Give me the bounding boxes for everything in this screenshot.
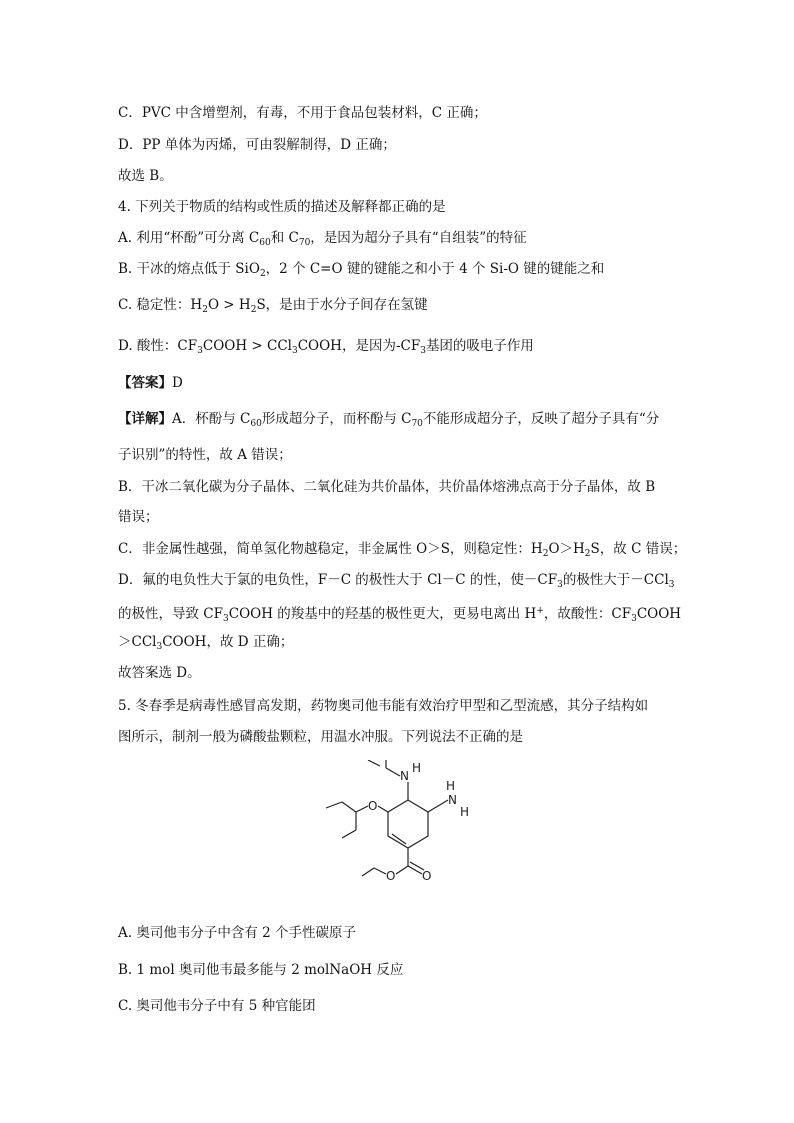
bond-et1-me <box>326 802 342 808</box>
question-4-option-a: A. 利用“杯酚”可分离 $C_{60}$和 $C_{70}$，是因为超分子具有“自组装”的特征 <box>118 230 527 248</box>
bond-c-o-single <box>396 866 408 874</box>
bond-o-ch2 <box>374 868 386 874</box>
answer-value: D <box>172 375 183 391</box>
detail-d-line-2: 的极性，导致 $CF_3COOH$ 的羧基中的羟基的极性更大，更易电离出 H+，故酸性：$CF_3COOH$ <box>118 606 682 624</box>
question-4-stem: 4. 下列关于物质的结构或性质的描述及解释都正确的是 <box>118 199 446 215</box>
atom-h-amine-bottom: H <box>460 805 470 819</box>
prev-option-d: D．PP 单体为丙烯，可由裂解制得，D 正确； <box>118 137 396 153</box>
prev-option-c: C．PVC 中含增塑剂，有毒，不用于食品包装材料，C 正确； <box>118 105 487 121</box>
oseltamivir-structure-diagram <box>300 760 500 910</box>
bond-et2-me <box>342 830 356 838</box>
prev-answer: 故选 B。 <box>118 168 173 184</box>
bond-c-o1 <box>378 806 388 812</box>
question-4-option-c: C. 稳定性：$H_2O > H_2S$，是由于水分子间存在氢键 <box>118 297 428 315</box>
detail-a-line-1: 【详解】A．杯酚与 $C_{60}$形成超分子，而杯酚与 $C_{70}$不能形成超分子，反映了超分子具有“分 <box>118 411 660 429</box>
atom-o-carbonyl: O <box>422 869 432 883</box>
detail-label: 【详解】 <box>118 411 172 427</box>
question-5-option-c: C. 奥司他韦分子中有 5 种官能团 <box>118 998 316 1014</box>
bond-carbonyl <box>368 760 380 766</box>
ring-bonds <box>388 800 428 848</box>
bond-n1-co <box>386 768 400 776</box>
question-5-option-b: B. 1 mol 奥司他韦最多能与 2 molNaOH 反应 <box>118 962 404 978</box>
bond-o1-ch <box>356 806 368 812</box>
answer-label: 【答案】 <box>118 375 172 391</box>
detail-c-line: C．非金属性越强，简单氢化物越稳定，非金属性 O＞S，则稳定性：$H_2O>H_2S$，故 C 错误； <box>118 541 687 559</box>
detail-d-line-3: ＞CCl$_3$COOH，故 D 正确； <box>118 634 294 652</box>
question-4-option-b: B. 干冰的熔点低于 SiO$_2$，2 个 C=O 键的键能之和小于 4 个 Si-O 键的键能之和 <box>118 261 605 279</box>
question-4-final-answer: 故答案选 D。 <box>118 665 201 681</box>
question-5-stem-line-1: 5. 冬春季是病毒性感冒高发期，药物奥司他韦能有效治疗甲型和乙型流感，其分子结构如 <box>118 698 649 714</box>
question-4-option-d: D. 酸性：$CF_3COOH$ > CCl$_3$COOH，是因为$-CF_3$基团的吸电子作用 <box>118 338 534 356</box>
bond-ch-et1 <box>342 802 356 812</box>
atom-o-ether: O <box>368 799 378 813</box>
bond-ch2-ch3 <box>362 868 374 876</box>
question-5-stem-line-2: 图所示，制剂一般为磷酸盐颗粒，用温水冲服。下列说法不正确的是 <box>118 729 523 745</box>
detail-a-line-2: 子识别”的特性，故 A 错误； <box>118 447 292 463</box>
atom-h-amine-top: H <box>446 779 456 793</box>
atom-h-amide: H <box>412 761 422 775</box>
atom-o-ester: O <box>386 869 396 883</box>
detail-b-line-1: B．干冰二氧化碳为分子晶体、二氧化硅为共价晶体，共价晶体熔沸点高于分子晶体，故 B <box>118 479 656 495</box>
detail-b-line-2: 错误； <box>118 509 159 525</box>
question-5-option-a: A. 奥司他韦分子中含有 2 个手性碳原子 <box>118 925 357 941</box>
atom-n-amide: N <box>400 769 409 783</box>
answer-line <box>118 374 183 392</box>
detail-d-line-1: D．氟的电负性大于氯的电负性，F－C 的极性大于 Cl－C 的性，使$-CF_3$的极性大于－CCl$_3$ <box>118 572 675 590</box>
bond-c-n2 <box>428 800 448 812</box>
atom-n-amine: N <box>448 793 457 807</box>
